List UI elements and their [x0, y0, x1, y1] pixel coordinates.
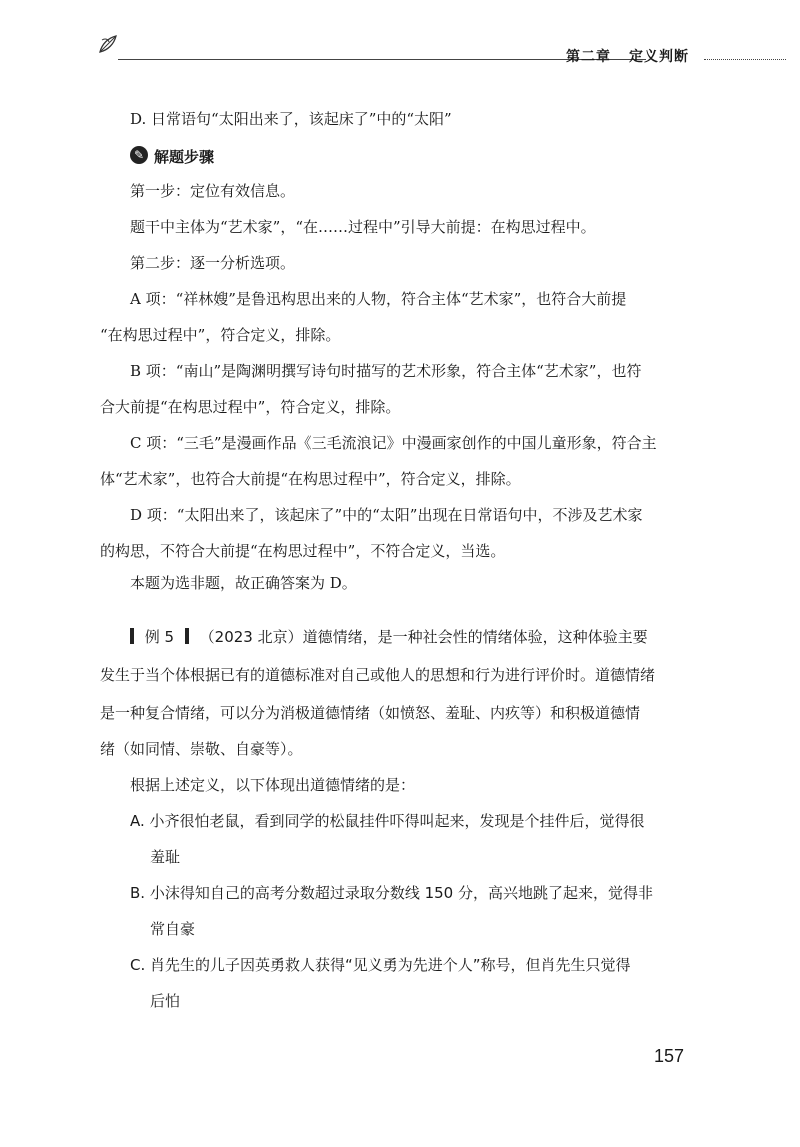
analysis-d-line1: D 项：“太阳出来了，该起床了”中的“太阳”出现在日常语句中，不涉及艺术家 — [130, 506, 643, 524]
option-d-previous: D. 日常语句“太阳出来了，该起床了”中的“太阳” — [130, 110, 452, 128]
analysis-d-line2: 的构思，不符合大前提“在构思过程中”，不符合定义，当选。 — [100, 542, 506, 560]
option-a-line2: 羞耻 — [150, 848, 181, 866]
chapter-title — [566, 46, 689, 66]
analysis-b-line2: 合大前提“在构思过程中”，符合定义，排除。 — [100, 398, 401, 416]
step-one-text: 题干中主体为“艺术家”，“在……过程中”引导大前提：在构思过程中。 — [130, 218, 596, 236]
step-two: 第二步：逐一分析选项。 — [130, 254, 296, 272]
page-number: 157 — [654, 1046, 685, 1066]
chapter-number: 第二章 — [566, 49, 611, 65]
example-label: 例 5 — [144, 628, 175, 646]
analysis-b-line1: B 项：“南山”是陶渊明撰写诗句时描写的艺术形象，符合主体“艺术家”，也符 — [130, 362, 642, 380]
analysis-a-line1: A 项：“祥林嫂”是鲁迅构思出来的人物，符合主体“艺术家”，也符合大前提 — [130, 290, 627, 308]
header-dotted-rule — [704, 59, 786, 60]
page-header — [96, 32, 786, 64]
option-c-line1: C. 肖先生的儿子因英勇救人获得“见义勇为先进个人”称号，但肖先生只觉得 — [130, 956, 631, 974]
pencil-badge-icon: ✎ — [130, 146, 148, 164]
analysis-a-line2: “在构思过程中”，符合定义，排除。 — [100, 326, 341, 344]
step-one: 第一步：定位有效信息。 — [130, 182, 296, 200]
example-heading — [130, 626, 648, 647]
leaf-icon — [96, 32, 124, 56]
option-a-line1: A. 小齐很怕老鼠，看到同学的松鼠挂件吓得叫起来，发现是个挂件后，觉得很 — [130, 812, 645, 830]
section-title: 定义判断 — [629, 49, 689, 65]
option-b-line2: 常自豪 — [150, 920, 196, 938]
example-line3: 是一种复合情绪，可以分为消极道德情绪（如愤怒、羞耻、内疚等）和积极道德情 — [100, 704, 641, 722]
question-stem: 根据上述定义，以下体现出道德情绪的是： — [130, 776, 416, 794]
conclusion: 本题为选非题，故正确答案为 D。 — [130, 574, 357, 592]
option-c-line2: 后怕 — [150, 992, 181, 1010]
analysis-c-line1: C 项：“三毛”是漫画作品《三毛流浪记》中漫画家创作的中国儿童形象，符合主 — [130, 434, 657, 452]
analysis-c-line2: 体“艺术家”，也符合大前提“在构思过程中”，符合定义，排除。 — [100, 470, 521, 488]
example-line2: 发生于当个体根据已有的道德标准对自己或他人的思想和行为进行评价时。道德情绪 — [100, 666, 656, 684]
example-bar-left — [130, 628, 134, 644]
example-line1: （2023 北京）道德情绪，是一种社会性的情绪体验，这种体验主要 — [199, 628, 648, 646]
example-line4: 绪（如同情、崇敬、自豪等）。 — [100, 740, 303, 758]
steps-title: 解题步骤 — [154, 148, 215, 166]
example-bar-right — [185, 628, 189, 644]
option-b-line1: B. 小沫得知自己的高考分数超过录取分数线 150 分，高兴地跳了起来，觉得非 — [130, 884, 653, 902]
